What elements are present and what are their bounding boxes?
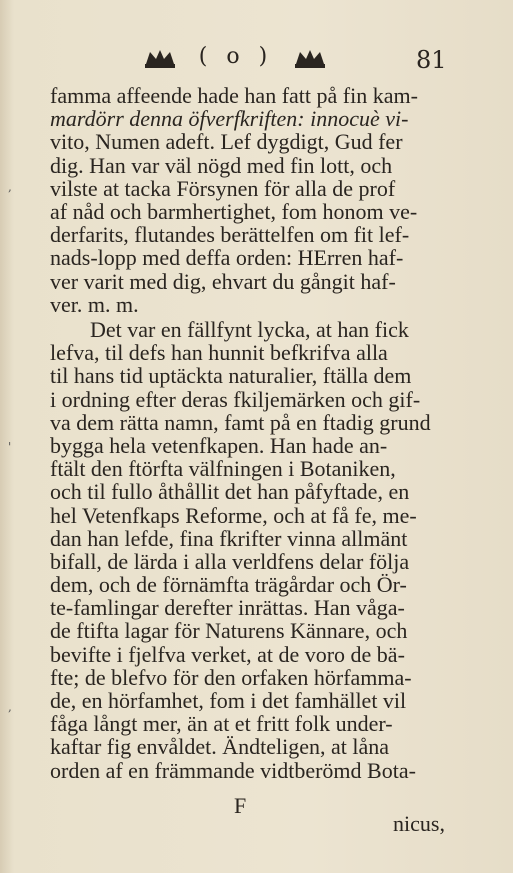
text-line: orden af en främmande vidtberömd Bota-	[50, 757, 416, 783]
text-line: dan han lefde, fina fkrifter vinna allmänt	[50, 525, 408, 551]
text-line: bevifte i fjelfva verket, at de voro de bä-	[50, 641, 405, 667]
margin-mark: ,	[8, 180, 12, 194]
text-line: de, en hörfamhet, fom i det famhället vil	[50, 688, 407, 713]
text-line: famma affeende hade han fatt på fin kam-	[50, 83, 418, 108]
text-line: fåga långt mer, än at et fritt folk under-	[50, 711, 393, 737]
catchword: nicus,	[393, 811, 445, 836]
text-line: vilste at tacka Försynen för alla de prof	[50, 175, 396, 201]
text-line: och til fullo åthållit det han påfyftade, en	[50, 479, 410, 505]
text-line: lefva, til defs han hunnit befkrifva alla	[50, 340, 388, 366]
text-line: bifall, de lärda i alla verldfens delar följa	[50, 548, 410, 574]
text-line: dem, och de förnämfta trägårdar och Ör-	[50, 572, 407, 598]
text-line: i ordning efter deras fkiljemärken och gif-	[50, 386, 421, 412]
margin-mark: ,	[8, 700, 12, 714]
margin-mark: '	[8, 440, 12, 454]
text-line: kaftar fig envåldet. Ändteligen, at låna	[50, 734, 390, 760]
crown-ornament-icon	[142, 46, 178, 70]
text-line: hel Vetenfkaps Reforme, och at få fe, me-	[50, 502, 417, 528]
text-line: ver varit med dig, ehvart du gångit haf-	[50, 268, 396, 294]
text-line: dig. Han var väl nögd med fin lott, och	[50, 152, 393, 178]
text-line: ftält den ftörfta välfningen i Botaniken,	[50, 456, 396, 482]
page-number: 81	[416, 46, 447, 74]
text-line: til hans tid uptäckta naturalier, ftälla dem	[50, 363, 412, 389]
crown-ornament-icon	[292, 46, 328, 70]
paragraph-1	[50, 84, 445, 316]
text-line: bygga hela vetenfkapen. Han hade an-	[50, 432, 388, 458]
text-line: af nåd och barmhertighet, fom honom ve-	[50, 198, 418, 224]
text-line: derfarits, flutandes berättelfen om fit lef-	[50, 222, 410, 248]
page-mark: ( o )	[198, 44, 274, 69]
text-line: te-famlingar derefter inrättas. Han våga-	[50, 595, 405, 621]
text-line: de ftifta lagar för Naturens Kännare, och	[50, 618, 408, 644]
text-line: nads-lopp med deffa orden: HErren haf-	[50, 245, 404, 271]
text-line: mardörr denna öfverfkriften: innocuè vi-	[50, 106, 409, 132]
paragraph-2	[50, 318, 445, 782]
text-line: va dem rätta namn, famt på en ftadig grund	[50, 409, 431, 435]
text-line: vito, Numen adeft. Lef dygdigt, Gud fer	[50, 129, 403, 155]
signature-mark: F	[234, 793, 247, 818]
text-line: Det var en fällfynt lycka, at han fick	[90, 317, 409, 342]
text-line: fte; de blefvo för den orfaken hörfamma-	[50, 664, 412, 690]
text-line: ver. m. m.	[50, 291, 139, 317]
page-header	[0, 40, 513, 80]
